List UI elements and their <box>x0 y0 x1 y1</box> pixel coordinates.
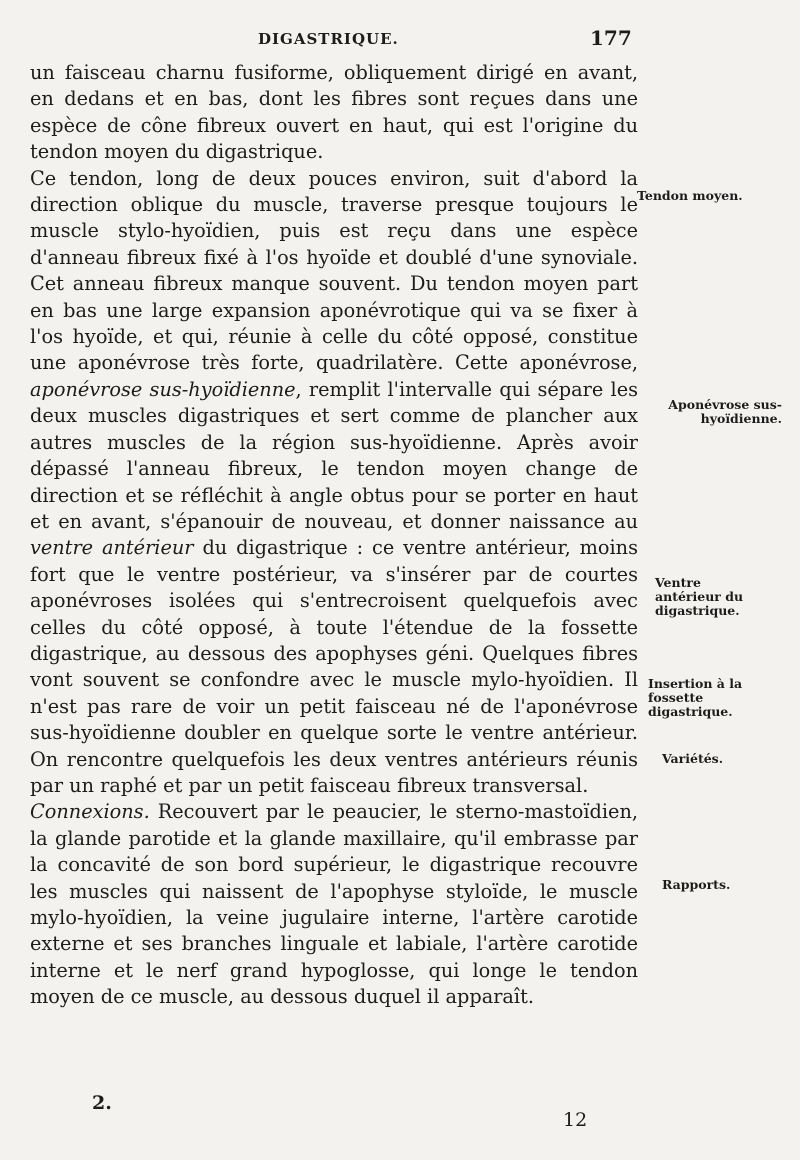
sheet-number: 12 <box>563 1109 588 1131</box>
page-number: 177 <box>590 26 632 50</box>
italic-term: aponévrose sus-hyoïdienne <box>30 377 296 401</box>
italic-term: ventre antérieur <box>30 536 194 560</box>
margin-note-insertion: Insertion à la fossette digastrique. <box>648 676 743 719</box>
margin-note-varietes: Variétés. <box>662 751 724 766</box>
paragraph-description <box>30 60 638 166</box>
margin-note-aponevrose: Aponévrose sus-hyoïdienne. <box>668 397 782 426</box>
paragraph-tendon <box>30 166 638 800</box>
italic-term: Connexions. <box>30 800 150 824</box>
margin-note-ventre-anterieur: Ventre antérieur du digastrique. <box>655 575 744 618</box>
margin-note-tendon-moyen: Tendon moyen. <box>637 188 743 203</box>
text-run: Ce tendon, long de deux pouces environ, suit d'abord la direction oblique du muscle, traverse presque toujours le muscle stylo-hyoïdien, puis est reçu dans une espèce d'anneau fibreux fixé à l'os hyoïde et doublé d'une synoviale. Cet anneau fibreux manque souvent. Du tendon moyen part en bas une large expansion aponévrotique qui va se fixer à l'os hyoïde, et qui, réunie à celle du côté opposé, constitue une aponévrose très forte, quadrilatère. Cette aponévrose, <box>30 166 638 375</box>
paragraph-connexions <box>30 799 638 1010</box>
margin-note-rapports: Rapports. <box>662 877 731 892</box>
text-run: Recouvert par le peaucier, le sterno-mastoïdien, la glande parotide et la glande maxillaire, qu'il embrasse par la concavité de son bord supérieur, le digastrique recouvre les muscles qui naissent de l'apophyse styloïde, le muscle mylo-hyoïdien, la veine jugulaire interne, l'artère carotide externe et ses branches linguale et labiale, l'artère carotide interne et le nerf grand hypoglosse, qui longe le tendon moyen de ce muscle, au dessous duquel il apparaît. <box>30 800 638 1009</box>
text-run: du digastrique : ce ventre antérieur, moins fort que le ventre postérieur, va s'insérer par de courtes aponévroses isolées qui s'entrecroisent quelquefois avec celles du côté opposé, à toute l'étendue de la fossette digastrique, au dessous des apophyses géni. Quelques fibres vont souvent se confondre avec le muscle mylo-hyoïdien. Il n'est pas rare de voir un petit faisceau né de l'aponévrose sus-hyoïdienne doubler en quelque sorte le ventre antérieur. On rencontre quelquefois les deux ventres antérieurs réunis par un raphé et par un petit faisceau fibreux transversal. <box>30 536 638 797</box>
signature-mark: 2. <box>92 1092 112 1114</box>
running-title: DIGASTRIQUE. <box>258 30 399 48</box>
text-run: un faisceau charnu fusiforme, obliquement dirigé en avant, en dedans et en bas, dont les fibres sont reçues dans une espèce de cône fibreux ouvert en haut, qui est l'origine du tendon moyen du digastrique. <box>30 61 638 164</box>
main-text <box>30 60 638 1011</box>
text-run: , remplit l'intervalle qui sépare les deux muscles digastriques et sert comme de plancher aux autres muscles de la région sus-hyoïdienne. Après avoir dépassé l'anneau fibreux, le tendon moyen change de direction et se réfléchit à angle obtus pour se porter en haut et en avant, s'épanouir de nouveau, et donner naissance au <box>30 377 638 533</box>
